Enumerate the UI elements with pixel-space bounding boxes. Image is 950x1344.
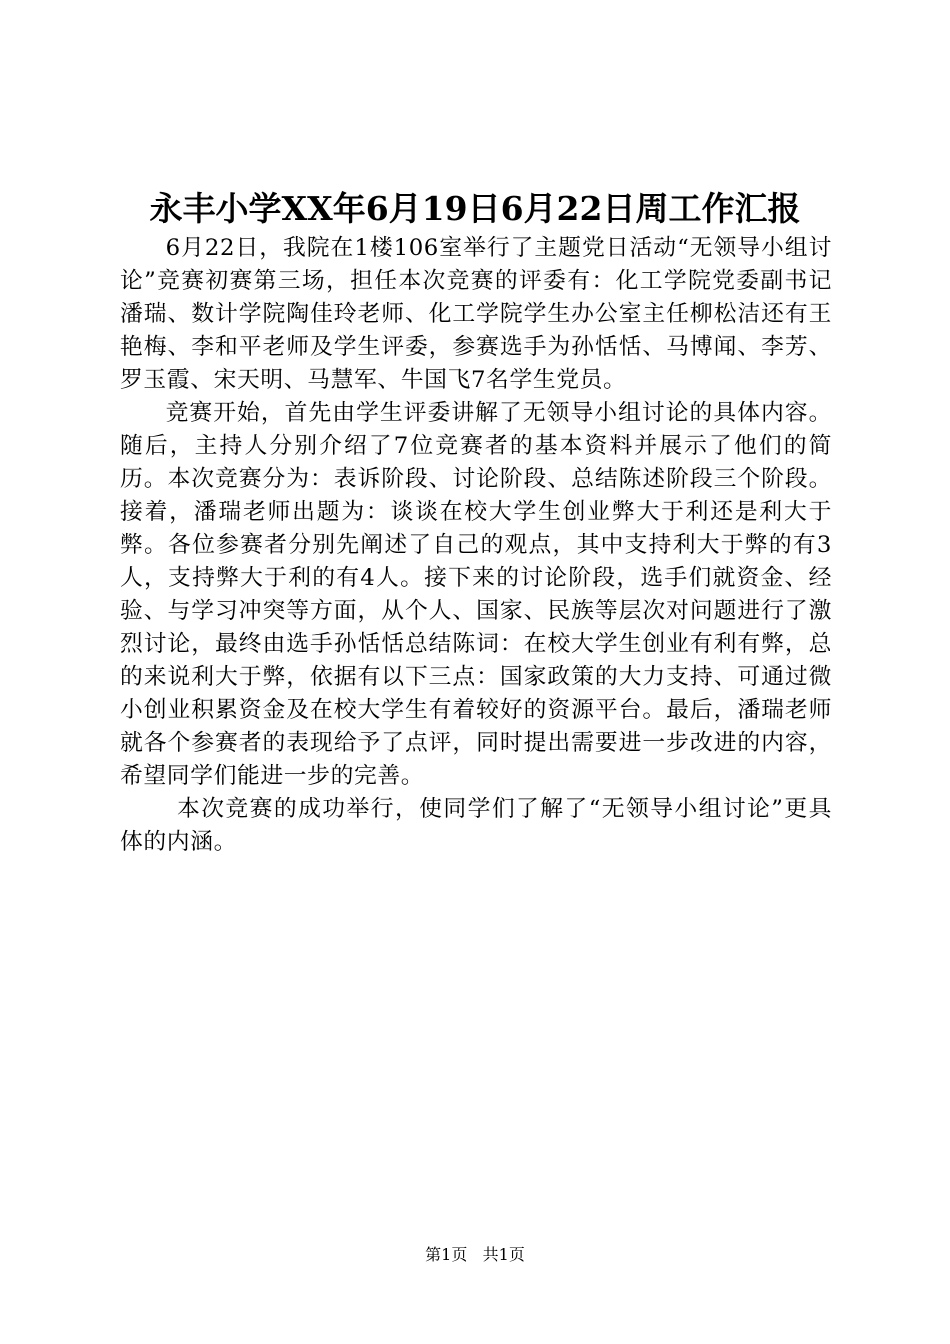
page-number: 第1页: [425, 1245, 468, 1264]
document-body: [120, 232, 832, 859]
paragraph-3: 本次竞赛的成功举行，使同学们了解了“无领导小组讨论”更具体的内涵。: [120, 796, 832, 855]
footer-separator: [472, 1245, 477, 1264]
paragraph-1: 6月22日，我院在1楼106室举行了主题党日活动“无领导小组讨论”竞赛初赛第三场，担任本次竞赛的评委有：化工学院党委副书记潘瑞、数计学院陶佳玲老师、化工学院学生办公室主任柳松洁还有王艳梅、李和平老师及学生评委，参赛选手为孙恬恬、马博闻、李芳、罗玉霞、宋天明、马慧军、牛国飞7名学生党员。: [120, 235, 832, 393]
document-title: 永丰小学XX年6月19日6月22日周工作汇报: [149, 189, 801, 228]
page-total: 共1页: [482, 1245, 525, 1264]
paragraph-2: 竞赛开始，首先由学生评委讲解了无领导小组讨论的具体内容。随后，主持人分别介绍了7位竞赛者的基本资料并展示了他们的简历。本次竞赛分为：表诉阶段、讨论阶段、总结陈述阶段三个阶段。接着，潘瑞老师出题为：谈谈在校大学生创业弊大于利还是利大于弊。各位参赛者分别先阐述了自己的观点，其中支持利大于弊的有3人，支持弊大于利的有4人。接下来的讨论阶段，选手们就资金、经验、与学习冲突等方面，从个人、国家、民族等层次对问题进行了激烈讨论，最终由选手孙恬恬总结陈词：在校大学生创业有利有弊，总的来说利大于弊，依据有以下三点：国家政策的大力支持、可通过微小创业积累资金及在校大学生有着较好的资源平台。最后，潘瑞老师就各个参赛者的表现给予了点评，同时提出需要进一步改进的内容，希望同学们能进一步的完善。: [120, 400, 832, 789]
page-footer: [0, 1244, 950, 1266]
